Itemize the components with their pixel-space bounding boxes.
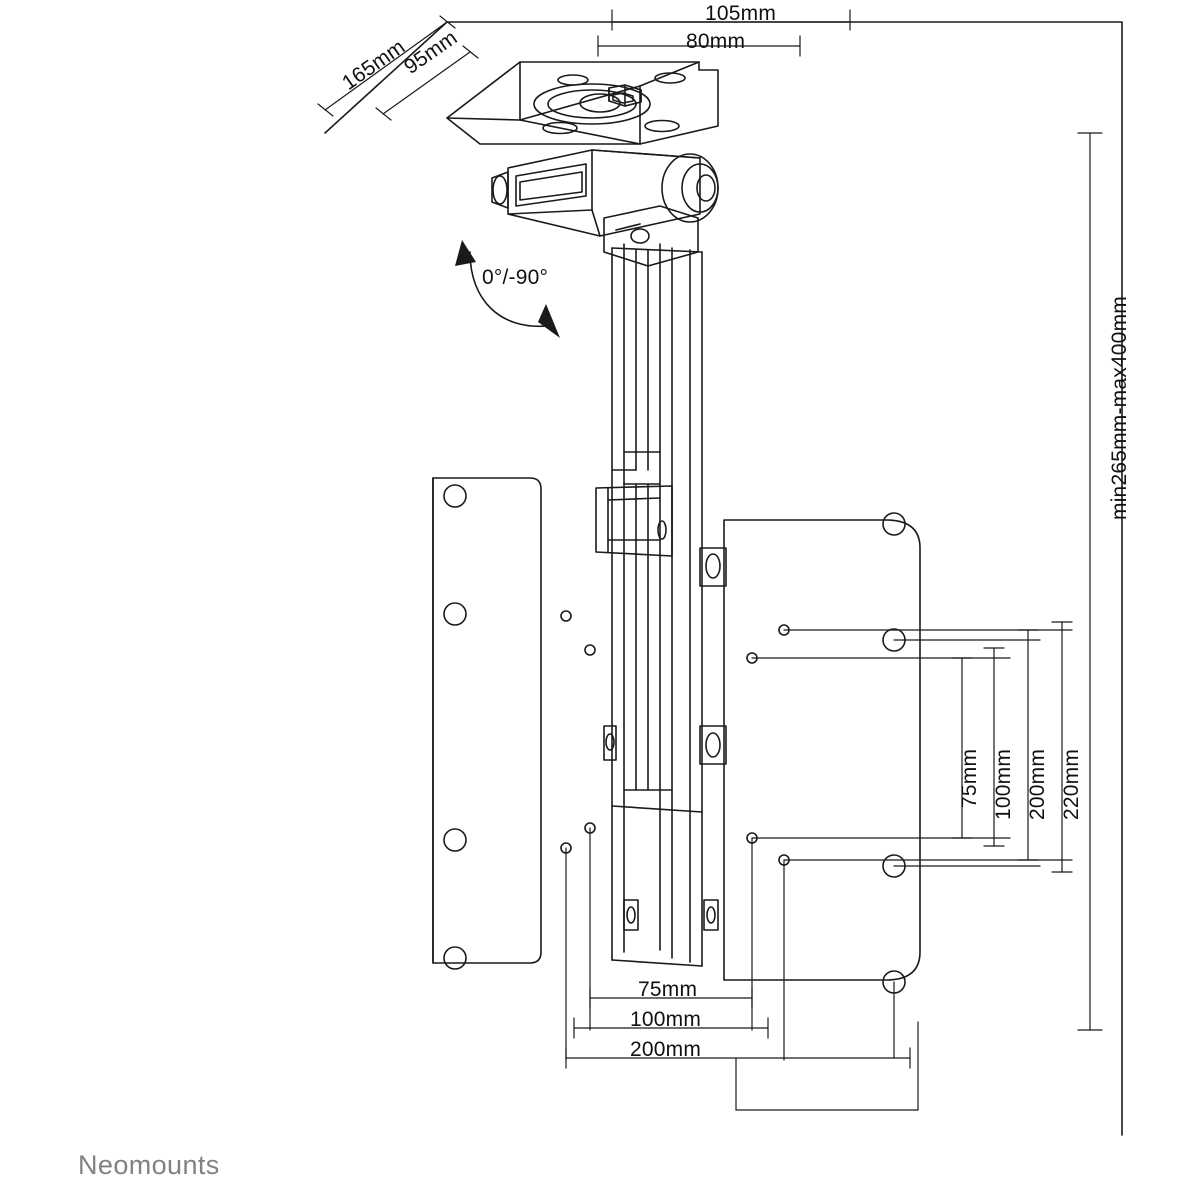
- dimension-label-vesa-vertical-75: 75mm: [958, 748, 981, 808]
- ceiling-mount-plate: [447, 62, 718, 144]
- dimension-label-ceiling-plate-hole-depth: 95mm: [400, 26, 462, 79]
- vesa-vertical-dimension-lines: [752, 622, 1072, 872]
- vesa-horizontal-dimension-lines: [566, 828, 918, 1110]
- dimension-label-vesa-horizontal-75: 75mm: [638, 978, 698, 1001]
- dimension-label-ceiling-plate-depth: 165mm: [338, 35, 410, 95]
- dimension-label-vesa-vertical-200: 200mm: [1026, 748, 1049, 820]
- tilt-head-assembly: [492, 150, 718, 266]
- ceiling-depth-dimension-lines: [318, 16, 478, 120]
- extension-column: [596, 244, 718, 966]
- dimension-label-vesa-horizontal-200: 200mm: [630, 1038, 702, 1061]
- dimension-label-vesa-horizontal-100: 100mm: [630, 1008, 702, 1031]
- dimension-label-height-range: min265mm-max400mm: [1108, 296, 1131, 520]
- height-range-dimension: [1078, 133, 1102, 1030]
- dimension-label-vesa-vertical-100: 100mm: [992, 748, 1015, 820]
- dimension-label-tilt-range: 0°/-90°: [482, 266, 549, 289]
- dimension-label-ceiling-plate-hole-width: 80mm: [686, 30, 746, 53]
- dimension-label-vesa-vertical-220: 220mm: [1060, 748, 1083, 820]
- vesa-mounting-plate: [433, 478, 920, 993]
- brand-logo-text: Neomounts: [78, 1150, 220, 1180]
- dimension-label-ceiling-plate-width: 105mm: [705, 2, 777, 25]
